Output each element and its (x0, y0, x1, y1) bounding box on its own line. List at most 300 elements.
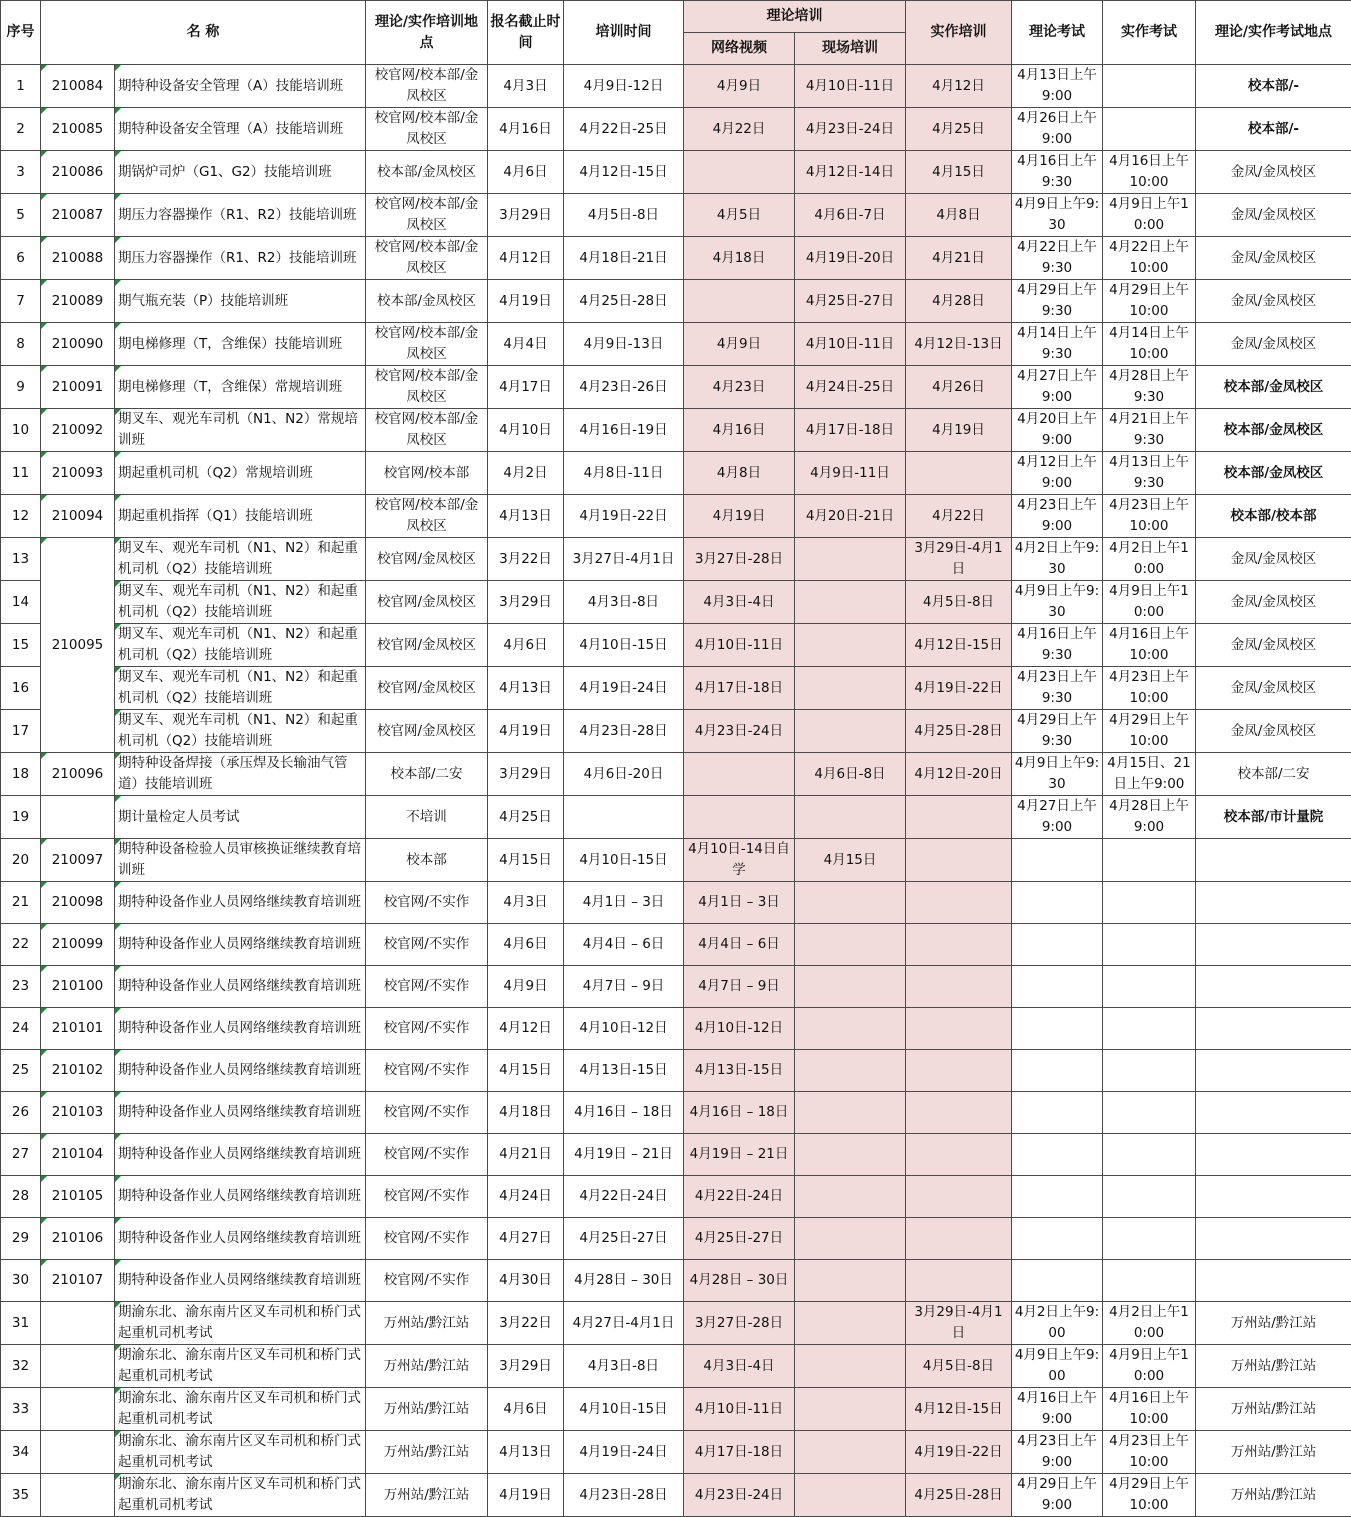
class-code-cell: 210104 (41, 1134, 115, 1176)
train-place-cell: 万州站/黔江站 (366, 1388, 488, 1431)
theory-exam-cell (1012, 966, 1103, 1008)
deadline-cell: 4月13日 (488, 495, 564, 538)
seq-cell: 31 (1, 1302, 41, 1345)
class-name-cell: 期渝东北、渝东南片区叉车司机和桥门式起重机司机考试 (115, 1474, 366, 1517)
table-row (1, 1388, 1351, 1431)
practical-train-cell: 4月12日-15日 (906, 1388, 1012, 1431)
train-time-cell: 4月27日-4月1日 (564, 1302, 684, 1345)
exam-place-cell: 校本部/校本部 (1196, 495, 1351, 538)
exam-place-cell: 万州站/黔江站 (1196, 1302, 1351, 1345)
theory-exam-cell: 4月26日上午9:00 (1012, 108, 1103, 151)
practical-train-cell: 4月19日-22日 (906, 1431, 1012, 1474)
online-video-cell: 4月19日 – 21日 (684, 1134, 795, 1176)
onsite-train-cell: 4月20日-21日 (795, 495, 906, 538)
train-time-cell: 4月28日 – 30日 (564, 1260, 684, 1302)
online-video-cell: 4月13日-15日 (684, 1050, 795, 1092)
practical-exam-cell: 4月21日上午9:30 (1103, 409, 1196, 452)
theory-exam-cell: 4月2日上午9:00 (1012, 1302, 1103, 1345)
practical-train-cell (906, 1050, 1012, 1092)
practical-exam-cell: 4月16日上午10:00 (1103, 151, 1196, 194)
class-code-cell (41, 1302, 115, 1345)
train-place-cell: 校官网/校本部/金凤校区 (366, 495, 488, 538)
onsite-train-cell (795, 1092, 906, 1134)
online-video-cell: 4月8日 (684, 452, 795, 495)
seq-cell: 13 (1, 538, 41, 581)
seq-cell: 3 (1, 151, 41, 194)
practical-train-cell: 4月5日-8日 (906, 581, 1012, 624)
online-video-cell: 3月27日-28日 (684, 1302, 795, 1345)
theory-exam-cell (1012, 882, 1103, 924)
class-name-cell: 期特种设备作业人员网络继续教育培训班 (115, 1092, 366, 1134)
class-name-cell: 期叉车、观光车司机（N1、N2）和起重机司机（Q2）技能培训班 (115, 667, 366, 710)
theory-exam-cell (1012, 1218, 1103, 1260)
class-code-cell: 210088 (41, 237, 115, 280)
seq-cell: 11 (1, 452, 41, 495)
seq-cell: 17 (1, 710, 41, 753)
practical-train-cell: 3月29日-4月1日 (906, 538, 1012, 581)
train-time-cell: 4月18日-21日 (564, 237, 684, 280)
theory-exam-cell (1012, 1008, 1103, 1050)
online-video-cell: 4月25日-27日 (684, 1218, 795, 1260)
practical-exam-cell: 4月28日上午9:00 (1103, 796, 1196, 839)
class-name-cell: 期电梯修理（T，含维保）常规培训班 (115, 366, 366, 409)
class-code-cell: 210098 (41, 882, 115, 924)
practical-exam-cell (1103, 924, 1196, 966)
exam-place-cell (1196, 1260, 1351, 1302)
theory-exam-cell: 4月2日上午9:30 (1012, 538, 1103, 581)
class-name-cell: 期锅炉司炉（G1、G2）技能培训班 (115, 151, 366, 194)
practical-exam-cell (1103, 839, 1196, 882)
deadline-cell: 4月17日 (488, 366, 564, 409)
practical-train-cell: 4月26日 (906, 366, 1012, 409)
online-video-cell: 4月10日-11日 (684, 624, 795, 667)
practical-exam-cell: 4月28日上午9:30 (1103, 366, 1196, 409)
theory-exam-cell: 4月14日上午9:30 (1012, 323, 1103, 366)
onsite-train-cell: 4月19日-20日 (795, 237, 906, 280)
deadline-cell: 4月30日 (488, 1260, 564, 1302)
train-place-cell: 校官网/金凤校区 (366, 581, 488, 624)
table-row (1, 1474, 1351, 1517)
onsite-train-cell (795, 882, 906, 924)
practical-train-cell: 4月15日 (906, 151, 1012, 194)
class-name-cell: 期特种设备作业人员网络继续教育培训班 (115, 1134, 366, 1176)
class-name-cell: 期渝东北、渝东南片区叉车司机和桥门式起重机司机考试 (115, 1345, 366, 1388)
header-practical-exam: 实作考试 (1103, 1, 1196, 65)
seq-cell: 27 (1, 1134, 41, 1176)
theory-exam-cell (1012, 1176, 1103, 1218)
practical-exam-cell: 4月29日上午10:00 (1103, 280, 1196, 323)
class-name-cell: 期渝东北、渝东南片区叉车司机和桥门式起重机司机考试 (115, 1388, 366, 1431)
online-video-cell: 4月23日 (684, 366, 795, 409)
onsite-train-cell (795, 667, 906, 710)
table-row (1, 581, 1351, 624)
train-time-cell: 4月19日-24日 (564, 1431, 684, 1474)
train-time-cell: 4月23日-28日 (564, 1474, 684, 1517)
deadline-cell: 4月9日 (488, 966, 564, 1008)
train-time-cell: 4月10日-15日 (564, 1388, 684, 1431)
class-name-cell: 期特种设备作业人员网络继续教育培训班 (115, 1218, 366, 1260)
deadline-cell: 4月25日 (488, 796, 564, 839)
exam-place-cell: 金凤/金凤校区 (1196, 280, 1351, 323)
class-code-cell: 210106 (41, 1218, 115, 1260)
train-place-cell: 校官网/校本部/金凤校区 (366, 194, 488, 237)
onsite-train-cell (795, 1050, 906, 1092)
class-code-cell: 210085 (41, 108, 115, 151)
theory-exam-cell: 4月20日上午9:00 (1012, 409, 1103, 452)
train-time-cell: 4月7日 – 9日 (564, 966, 684, 1008)
practical-exam-cell (1103, 1218, 1196, 1260)
onsite-train-cell: 4月25日-27日 (795, 280, 906, 323)
seq-cell: 34 (1, 1431, 41, 1474)
table-row (1, 538, 1351, 581)
seq-cell: 32 (1, 1345, 41, 1388)
train-place-cell: 校官网/不实作 (366, 1260, 488, 1302)
deadline-cell: 4月19日 (488, 280, 564, 323)
deadline-cell: 3月22日 (488, 538, 564, 581)
deadline-cell: 4月3日 (488, 65, 564, 108)
table-row (1, 323, 1351, 366)
exam-place-cell: 校本部/二安 (1196, 753, 1351, 796)
seq-cell: 23 (1, 966, 41, 1008)
practical-train-cell (906, 452, 1012, 495)
train-time-cell: 4月19日-22日 (564, 495, 684, 538)
header-name: 名 称 (41, 1, 366, 65)
class-code-cell: 210100 (41, 966, 115, 1008)
practical-exam-cell: 4月13日上午9:30 (1103, 452, 1196, 495)
onsite-train-cell (795, 538, 906, 581)
train-time-cell: 4月19日-24日 (564, 667, 684, 710)
online-video-cell (684, 151, 795, 194)
onsite-train-cell (795, 1474, 906, 1517)
exam-place-cell (1196, 1008, 1351, 1050)
deadline-cell: 4月19日 (488, 710, 564, 753)
table-row (1, 1345, 1351, 1388)
online-video-cell: 4月10日-14日自学 (684, 839, 795, 882)
train-place-cell: 校官网/不实作 (366, 966, 488, 1008)
train-place-cell: 校官网/金凤校区 (366, 667, 488, 710)
practical-train-cell: 4月5日-8日 (906, 1345, 1012, 1388)
class-code-cell: 210084 (41, 65, 115, 108)
header-theory-train: 理论培训 (684, 1, 906, 33)
class-name-cell: 期渝东北、渝东南片区叉车司机和桥门式起重机司机考试 (115, 1302, 366, 1345)
train-time-cell: 4月19日 – 21日 (564, 1134, 684, 1176)
practical-train-cell (906, 1008, 1012, 1050)
class-name-cell: 期特种设备作业人员网络继续教育培训班 (115, 1260, 366, 1302)
seq-cell: 9 (1, 366, 41, 409)
onsite-train-cell (795, 1388, 906, 1431)
train-place-cell: 校官网/不实作 (366, 1176, 488, 1218)
train-place-cell: 校官网/校本部/金凤校区 (366, 323, 488, 366)
practical-exam-cell: 4月2日上午10:00 (1103, 1302, 1196, 1345)
theory-exam-cell: 4月29日上午9:00 (1012, 1474, 1103, 1517)
exam-place-cell (1196, 1134, 1351, 1176)
practical-exam-cell: 4月9日上午10:00 (1103, 1345, 1196, 1388)
online-video-cell: 3月27日-28日 (684, 538, 795, 581)
class-code-cell: 210093 (41, 452, 115, 495)
practical-exam-cell (1103, 108, 1196, 151)
seq-cell: 30 (1, 1260, 41, 1302)
theory-exam-cell: 4月13日上午9:00 (1012, 65, 1103, 108)
header-online-video: 网络视频 (684, 33, 795, 65)
online-video-cell: 4月22日 (684, 108, 795, 151)
table-row (1, 966, 1351, 1008)
table-row (1, 108, 1351, 151)
train-place-cell: 校本部 (366, 839, 488, 882)
practical-train-cell: 4月12日-15日 (906, 624, 1012, 667)
train-place-cell: 不培训 (366, 796, 488, 839)
practical-exam-cell (1103, 1134, 1196, 1176)
onsite-train-cell: 4月17日-18日 (795, 409, 906, 452)
practical-train-cell: 4月19日 (906, 409, 1012, 452)
train-place-cell: 校官网/校本部/金凤校区 (366, 108, 488, 151)
deadline-cell: 4月2日 (488, 452, 564, 495)
table-row (1, 710, 1351, 753)
online-video-cell: 4月5日 (684, 194, 795, 237)
class-name-cell: 期压力容器操作（R1、R2）技能培训班 (115, 194, 366, 237)
exam-place-cell: 金凤/金凤校区 (1196, 624, 1351, 667)
seq-cell: 25 (1, 1050, 41, 1092)
practical-train-cell (906, 1134, 1012, 1176)
class-name-cell: 期特种设备作业人员网络继续教育培训班 (115, 1176, 366, 1218)
practical-train-cell (906, 1218, 1012, 1260)
class-code-cell: 210102 (41, 1050, 115, 1092)
practical-exam-cell: 4月23日上午10:00 (1103, 1431, 1196, 1474)
exam-place-cell: 万州站/黔江站 (1196, 1345, 1351, 1388)
train-place-cell: 万州站/黔江站 (366, 1345, 488, 1388)
practical-train-cell: 4月25日 (906, 108, 1012, 151)
practical-exam-cell (1103, 1050, 1196, 1092)
onsite-train-cell: 4月6日-8日 (795, 753, 906, 796)
deadline-cell: 3月29日 (488, 1345, 564, 1388)
exam-place-cell: 万州站/黔江站 (1196, 1474, 1351, 1517)
train-place-cell: 校官网/校本部/金凤校区 (366, 366, 488, 409)
deadline-cell: 3月29日 (488, 753, 564, 796)
train-place-cell: 校官网/不实作 (366, 1218, 488, 1260)
train-place-cell: 校官网/不实作 (366, 924, 488, 966)
seq-cell: 14 (1, 581, 41, 624)
deadline-cell: 3月22日 (488, 1302, 564, 1345)
onsite-train-cell (795, 624, 906, 667)
theory-exam-cell: 4月9日上午9:00 (1012, 1345, 1103, 1388)
header-exam-place: 理论/实作考试地点 (1196, 1, 1351, 65)
onsite-train-cell (795, 966, 906, 1008)
practical-train-cell (906, 924, 1012, 966)
exam-place-cell: 校本部/- (1196, 108, 1351, 151)
theory-exam-cell: 4月27日上午9:00 (1012, 796, 1103, 839)
exam-place-cell: 金凤/金凤校区 (1196, 237, 1351, 280)
practical-exam-cell: 4月22日上午10:00 (1103, 237, 1196, 280)
class-name-cell: 期特种设备作业人员网络继续教育培训班 (115, 924, 366, 966)
deadline-cell: 4月19日 (488, 1474, 564, 1517)
practical-exam-cell: 4月14日上午10:00 (1103, 323, 1196, 366)
table-row (1, 796, 1351, 839)
class-code-cell: 210095 (41, 538, 115, 753)
exam-place-cell: 金凤/金凤校区 (1196, 710, 1351, 753)
header-deadline: 报名截止时间 (488, 1, 564, 65)
theory-exam-cell: 4月29日上午9:30 (1012, 280, 1103, 323)
exam-place-cell (1196, 966, 1351, 1008)
online-video-cell: 4月3日-4日 (684, 1345, 795, 1388)
table-row (1, 237, 1351, 280)
exam-place-cell (1196, 1050, 1351, 1092)
train-time-cell: 4月25日-28日 (564, 280, 684, 323)
practical-train-cell: 4月12日 (906, 65, 1012, 108)
table-row (1, 1218, 1351, 1260)
exam-place-cell: 校本部/金凤校区 (1196, 409, 1351, 452)
online-video-cell: 4月23日-24日 (684, 710, 795, 753)
practical-exam-cell: 4月29日上午10:00 (1103, 710, 1196, 753)
onsite-train-cell (795, 796, 906, 839)
onsite-train-cell (795, 710, 906, 753)
train-time-cell: 4月16日 – 18日 (564, 1092, 684, 1134)
onsite-train-cell: 4月24日-25日 (795, 366, 906, 409)
onsite-train-cell (795, 1176, 906, 1218)
class-code-cell: 210097 (41, 839, 115, 882)
train-time-cell: 4月12日-15日 (564, 151, 684, 194)
practical-train-cell: 4月28日 (906, 280, 1012, 323)
practical-train-cell: 4月21日 (906, 237, 1012, 280)
online-video-cell: 4月16日 (684, 409, 795, 452)
onsite-train-cell: 4月23日-24日 (795, 108, 906, 151)
deadline-cell: 4月13日 (488, 667, 564, 710)
train-place-cell: 校官网/不实作 (366, 882, 488, 924)
practical-exam-cell: 4月23日上午10:00 (1103, 495, 1196, 538)
train-time-cell: 4月25日-27日 (564, 1218, 684, 1260)
class-code-cell: 210087 (41, 194, 115, 237)
class-name-cell: 期叉车、观光车司机（N1、N2）和起重机司机（Q2）技能培训班 (115, 581, 366, 624)
practical-exam-cell (1103, 1260, 1196, 1302)
practical-exam-cell (1103, 882, 1196, 924)
practical-train-cell (906, 839, 1012, 882)
practical-exam-cell (1103, 1008, 1196, 1050)
seq-cell: 5 (1, 194, 41, 237)
train-place-cell: 校官网/不实作 (366, 1008, 488, 1050)
practical-exam-cell: 4月16日上午10:00 (1103, 1388, 1196, 1431)
class-name-cell: 期特种设备安全管理（A）技能培训班 (115, 65, 366, 108)
class-name-cell: 期气瓶充装（P）技能培训班 (115, 280, 366, 323)
theory-exam-cell: 4月12日上午9:00 (1012, 452, 1103, 495)
class-name-cell: 期特种设备作业人员网络继续教育培训班 (115, 1008, 366, 1050)
train-place-cell: 校本部/金凤校区 (366, 280, 488, 323)
onsite-train-cell (795, 924, 906, 966)
header-train-place: 理论/实作培训地点 (366, 1, 488, 65)
practical-train-cell (906, 1092, 1012, 1134)
deadline-cell: 4月27日 (488, 1218, 564, 1260)
train-place-cell: 校官网/校本部/金凤校区 (366, 409, 488, 452)
theory-exam-cell (1012, 1134, 1103, 1176)
onsite-train-cell: 4月15日 (795, 839, 906, 882)
exam-place-cell (1196, 1176, 1351, 1218)
train-time-cell: 3月27日-4月1日 (564, 538, 684, 581)
practical-exam-cell: 4月9日上午10:00 (1103, 194, 1196, 237)
exam-place-cell (1196, 882, 1351, 924)
train-time-cell: 4月10日-15日 (564, 839, 684, 882)
practical-train-cell: 4月25日-28日 (906, 710, 1012, 753)
table-row (1, 151, 1351, 194)
deadline-cell: 4月6日 (488, 624, 564, 667)
online-video-cell: 4月1日 – 3日 (684, 882, 795, 924)
practical-exam-cell: 4月9日上午10:00 (1103, 581, 1196, 624)
class-name-cell: 期特种设备作业人员网络继续教育培训班 (115, 966, 366, 1008)
practical-exam-cell (1103, 1092, 1196, 1134)
train-time-cell: 4月9日-12日 (564, 65, 684, 108)
exam-place-cell (1196, 1092, 1351, 1134)
class-code-cell: 210103 (41, 1092, 115, 1134)
theory-exam-cell: 4月23日上午9:30 (1012, 667, 1103, 710)
table-row (1, 194, 1351, 237)
deadline-cell: 4月15日 (488, 839, 564, 882)
train-place-cell: 校官网/金凤校区 (366, 538, 488, 581)
practical-exam-cell (1103, 65, 1196, 108)
practical-train-cell (906, 882, 1012, 924)
theory-exam-cell (1012, 1050, 1103, 1092)
online-video-cell: 4月19日 (684, 495, 795, 538)
practical-exam-cell: 4月15日、21日上午9:00 (1103, 753, 1196, 796)
theory-exam-cell: 4月23日上午9:00 (1012, 1431, 1103, 1474)
train-time-cell: 4月3日-8日 (564, 1345, 684, 1388)
train-time-cell: 4月4日 – 6日 (564, 924, 684, 966)
seq-cell: 1 (1, 65, 41, 108)
practical-exam-cell: 4月23日上午10:00 (1103, 667, 1196, 710)
header-practical-train: 实作培训 (906, 1, 1012, 65)
train-time-cell: 4月8日-11日 (564, 452, 684, 495)
deadline-cell: 3月29日 (488, 581, 564, 624)
class-code-cell: 210107 (41, 1260, 115, 1302)
header-theory-exam: 理论考试 (1012, 1, 1103, 65)
online-video-cell (684, 280, 795, 323)
table-row (1, 1092, 1351, 1134)
deadline-cell: 3月29日 (488, 194, 564, 237)
onsite-train-cell (795, 1218, 906, 1260)
seq-cell: 12 (1, 495, 41, 538)
class-name-cell: 期渝东北、渝东南片区叉车司机和桥门式起重机司机考试 (115, 1431, 366, 1474)
exam-place-cell (1196, 924, 1351, 966)
table-row (1, 1008, 1351, 1050)
theory-exam-cell: 4月16日上午9:30 (1012, 624, 1103, 667)
class-name-cell: 期叉车、观光车司机（N1、N2）和起重机司机（Q2）技能培训班 (115, 538, 366, 581)
theory-exam-cell: 4月9日上午9:30 (1012, 753, 1103, 796)
onsite-train-cell (795, 1260, 906, 1302)
online-video-cell: 4月28日 – 30日 (684, 1260, 795, 1302)
exam-place-cell (1196, 1218, 1351, 1260)
theory-exam-cell (1012, 839, 1103, 882)
exam-place-cell: 校本部/金凤校区 (1196, 452, 1351, 495)
practical-train-cell (906, 1176, 1012, 1218)
header-seq: 序号 (1, 1, 41, 65)
deadline-cell: 4月4日 (488, 323, 564, 366)
exam-place-cell: 金凤/金凤校区 (1196, 538, 1351, 581)
practical-exam-cell (1103, 1176, 1196, 1218)
seq-cell: 28 (1, 1176, 41, 1218)
exam-place-cell: 金凤/金凤校区 (1196, 194, 1351, 237)
train-place-cell: 万州站/黔江站 (366, 1302, 488, 1345)
practical-exam-cell: 4月29日上午10:00 (1103, 1474, 1196, 1517)
table-row (1, 624, 1351, 667)
onsite-train-cell: 4月12日-14日 (795, 151, 906, 194)
seq-cell: 20 (1, 839, 41, 882)
deadline-cell: 4月13日 (488, 1431, 564, 1474)
table-row (1, 1134, 1351, 1176)
table-row (1, 753, 1351, 796)
seq-cell: 29 (1, 1218, 41, 1260)
seq-cell: 6 (1, 237, 41, 280)
onsite-train-cell: 4月6日-7日 (795, 194, 906, 237)
train-place-cell: 万州站/黔江站 (366, 1474, 488, 1517)
deadline-cell: 4月12日 (488, 1008, 564, 1050)
online-video-cell: 4月9日 (684, 323, 795, 366)
train-time-cell: 4月6日-20日 (564, 753, 684, 796)
deadline-cell: 4月6日 (488, 924, 564, 966)
